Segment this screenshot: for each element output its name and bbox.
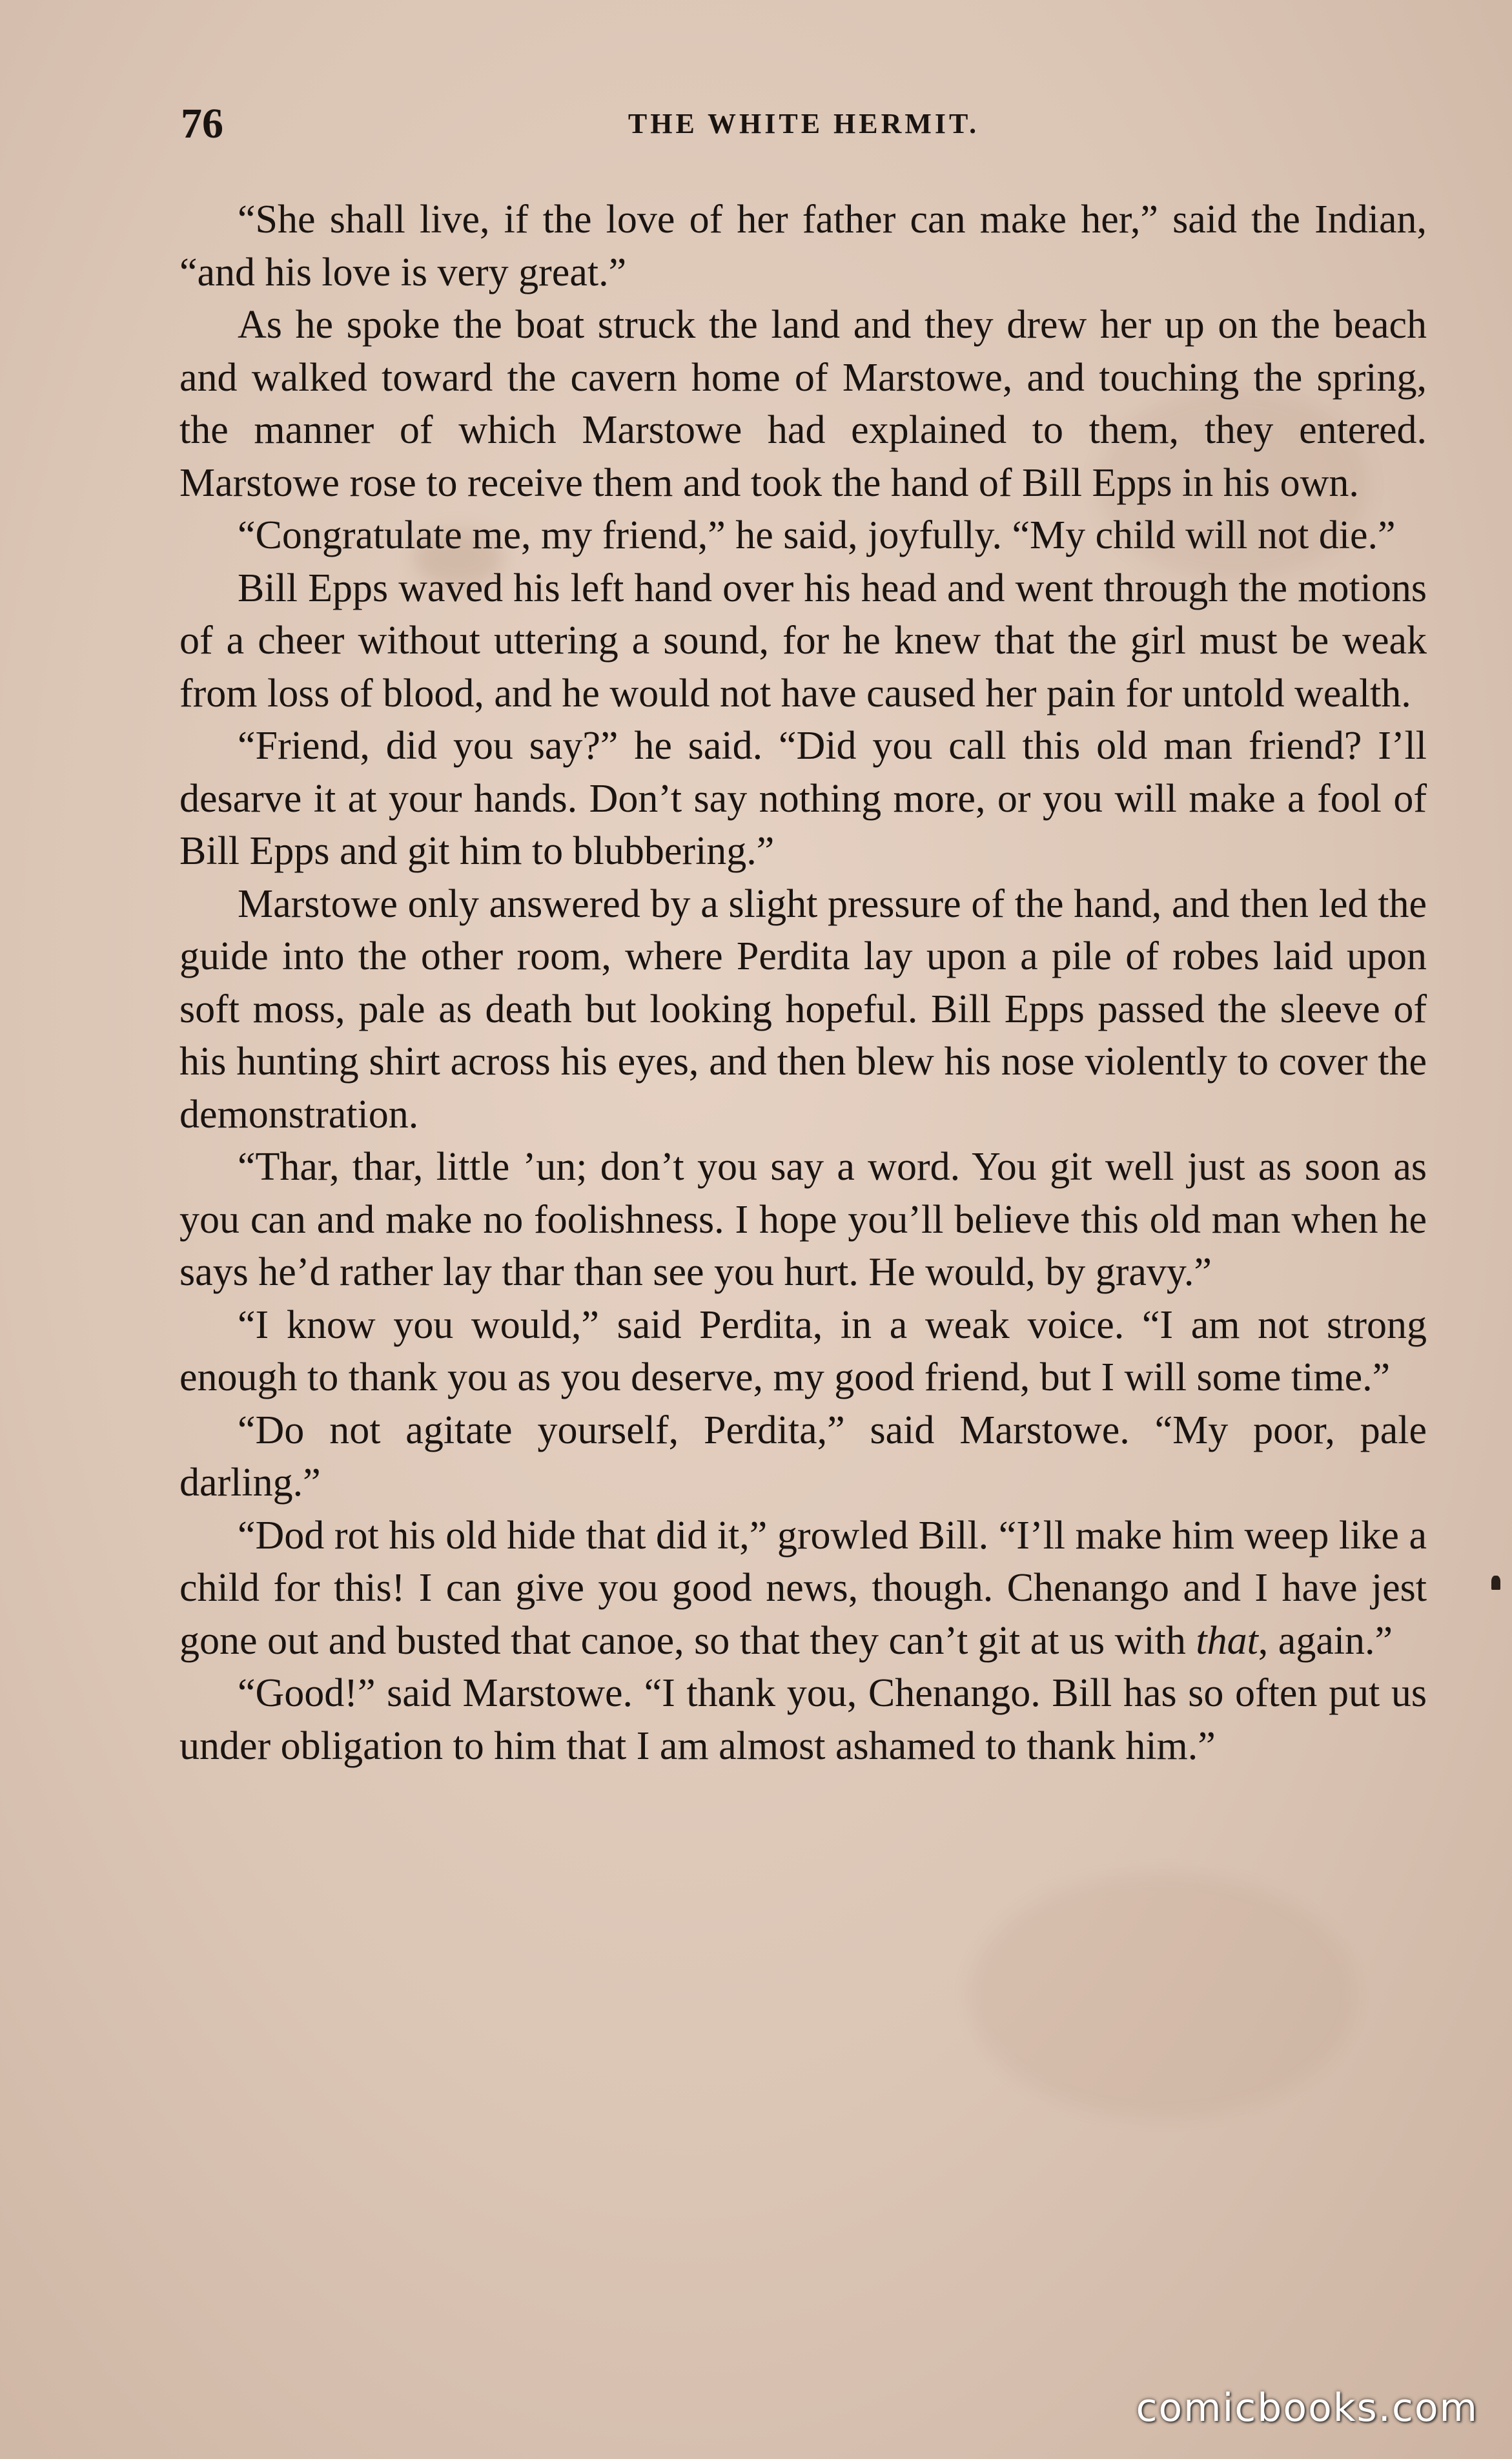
body-text [179, 194, 1427, 1773]
running-head: THE WHITE HERMIT. [628, 108, 980, 139]
paragraph: Marstowe only answered by a slight pressure of the hand, and then led the guide into the other room, where Perdita lay upon a pile of robes laid upon soft moss, pale as death but looking hopeful. Bill Epps passed the sleeve of his hunting shirt across his eyes, and then blew his nose violently to cover the demonstration. [179, 881, 1427, 1137]
watermark: comicbooks.com [1136, 2385, 1478, 2431]
paper-stain [968, 1873, 1356, 2118]
paragraph: “Do not agitate yourself, Perdita,” said Marstowe. “My poor, pale darling.” [179, 1408, 1427, 1505]
paragraph: “Thar, thar, little ’un; don’t you say a word. You git well just as soon as you can and make no foolishness. I hope you’ll believe this old man when he says he’d rather lay thar than see you hurt. He would, by gravy.” [179, 1145, 1427, 1294]
paragraph: “Friend, did you say?” he said. “Did you call this old man friend? I’ll desarve it at your hands. Don’t say nothing more, or you will make a fool of Bill Epps and git him to blubbering.” [179, 724, 1427, 873]
paragraph: “Congratulate me, my friend,” he said, joyfully. “My child will not die.” [238, 513, 1396, 557]
page-header [181, 98, 1427, 150]
paragraph: “I know you would,” said Perdita, in a weak voice. “I am not strong enough to thank you as you deserve, my good friend, but I will some time.” [179, 1302, 1427, 1399]
paragraph: “Good!” said Marstowe. “I thank you, Chenango. Bill has so often put us under obligation to him that I am almost ashamed to thank him.” [179, 1671, 1427, 1768]
page-number: 76 [181, 100, 223, 147]
paragraph [179, 1510, 1427, 1668]
paragraph: “She shall live, if the love of her father can make her,” said the Indian, “and his love is very great.” [179, 198, 1427, 294]
paragraph-text: , again.” [1258, 1618, 1393, 1663]
paragraph-text: “Dod rot his old hide that did it,” growled Bill. “I’ll make him weep like a child for this! I can give you good news, though. Chenango and I have jest gone out and busted that canoe, so that they can’t git at us with [179, 1513, 1427, 1663]
emphasis-text: that [1196, 1618, 1258, 1663]
paragraph: Bill Epps waved his left hand over his head and went through the motions of a cheer without uttering a sound, for he knew that the girl must be weak from loss of blood, and he would not have caused her pain for untold wealth. [179, 566, 1427, 715]
paragraph: As he spoke the boat struck the land and they drew her up on the beach and walked toward the cavern home of Marstowe, and touching the spring, the manner of which Marstowe had explained to them, they entered. Marstowe rose to receive them and took the hand of Bill Epps in his own. [179, 303, 1427, 505]
edge-mark [1491, 1576, 1500, 1590]
